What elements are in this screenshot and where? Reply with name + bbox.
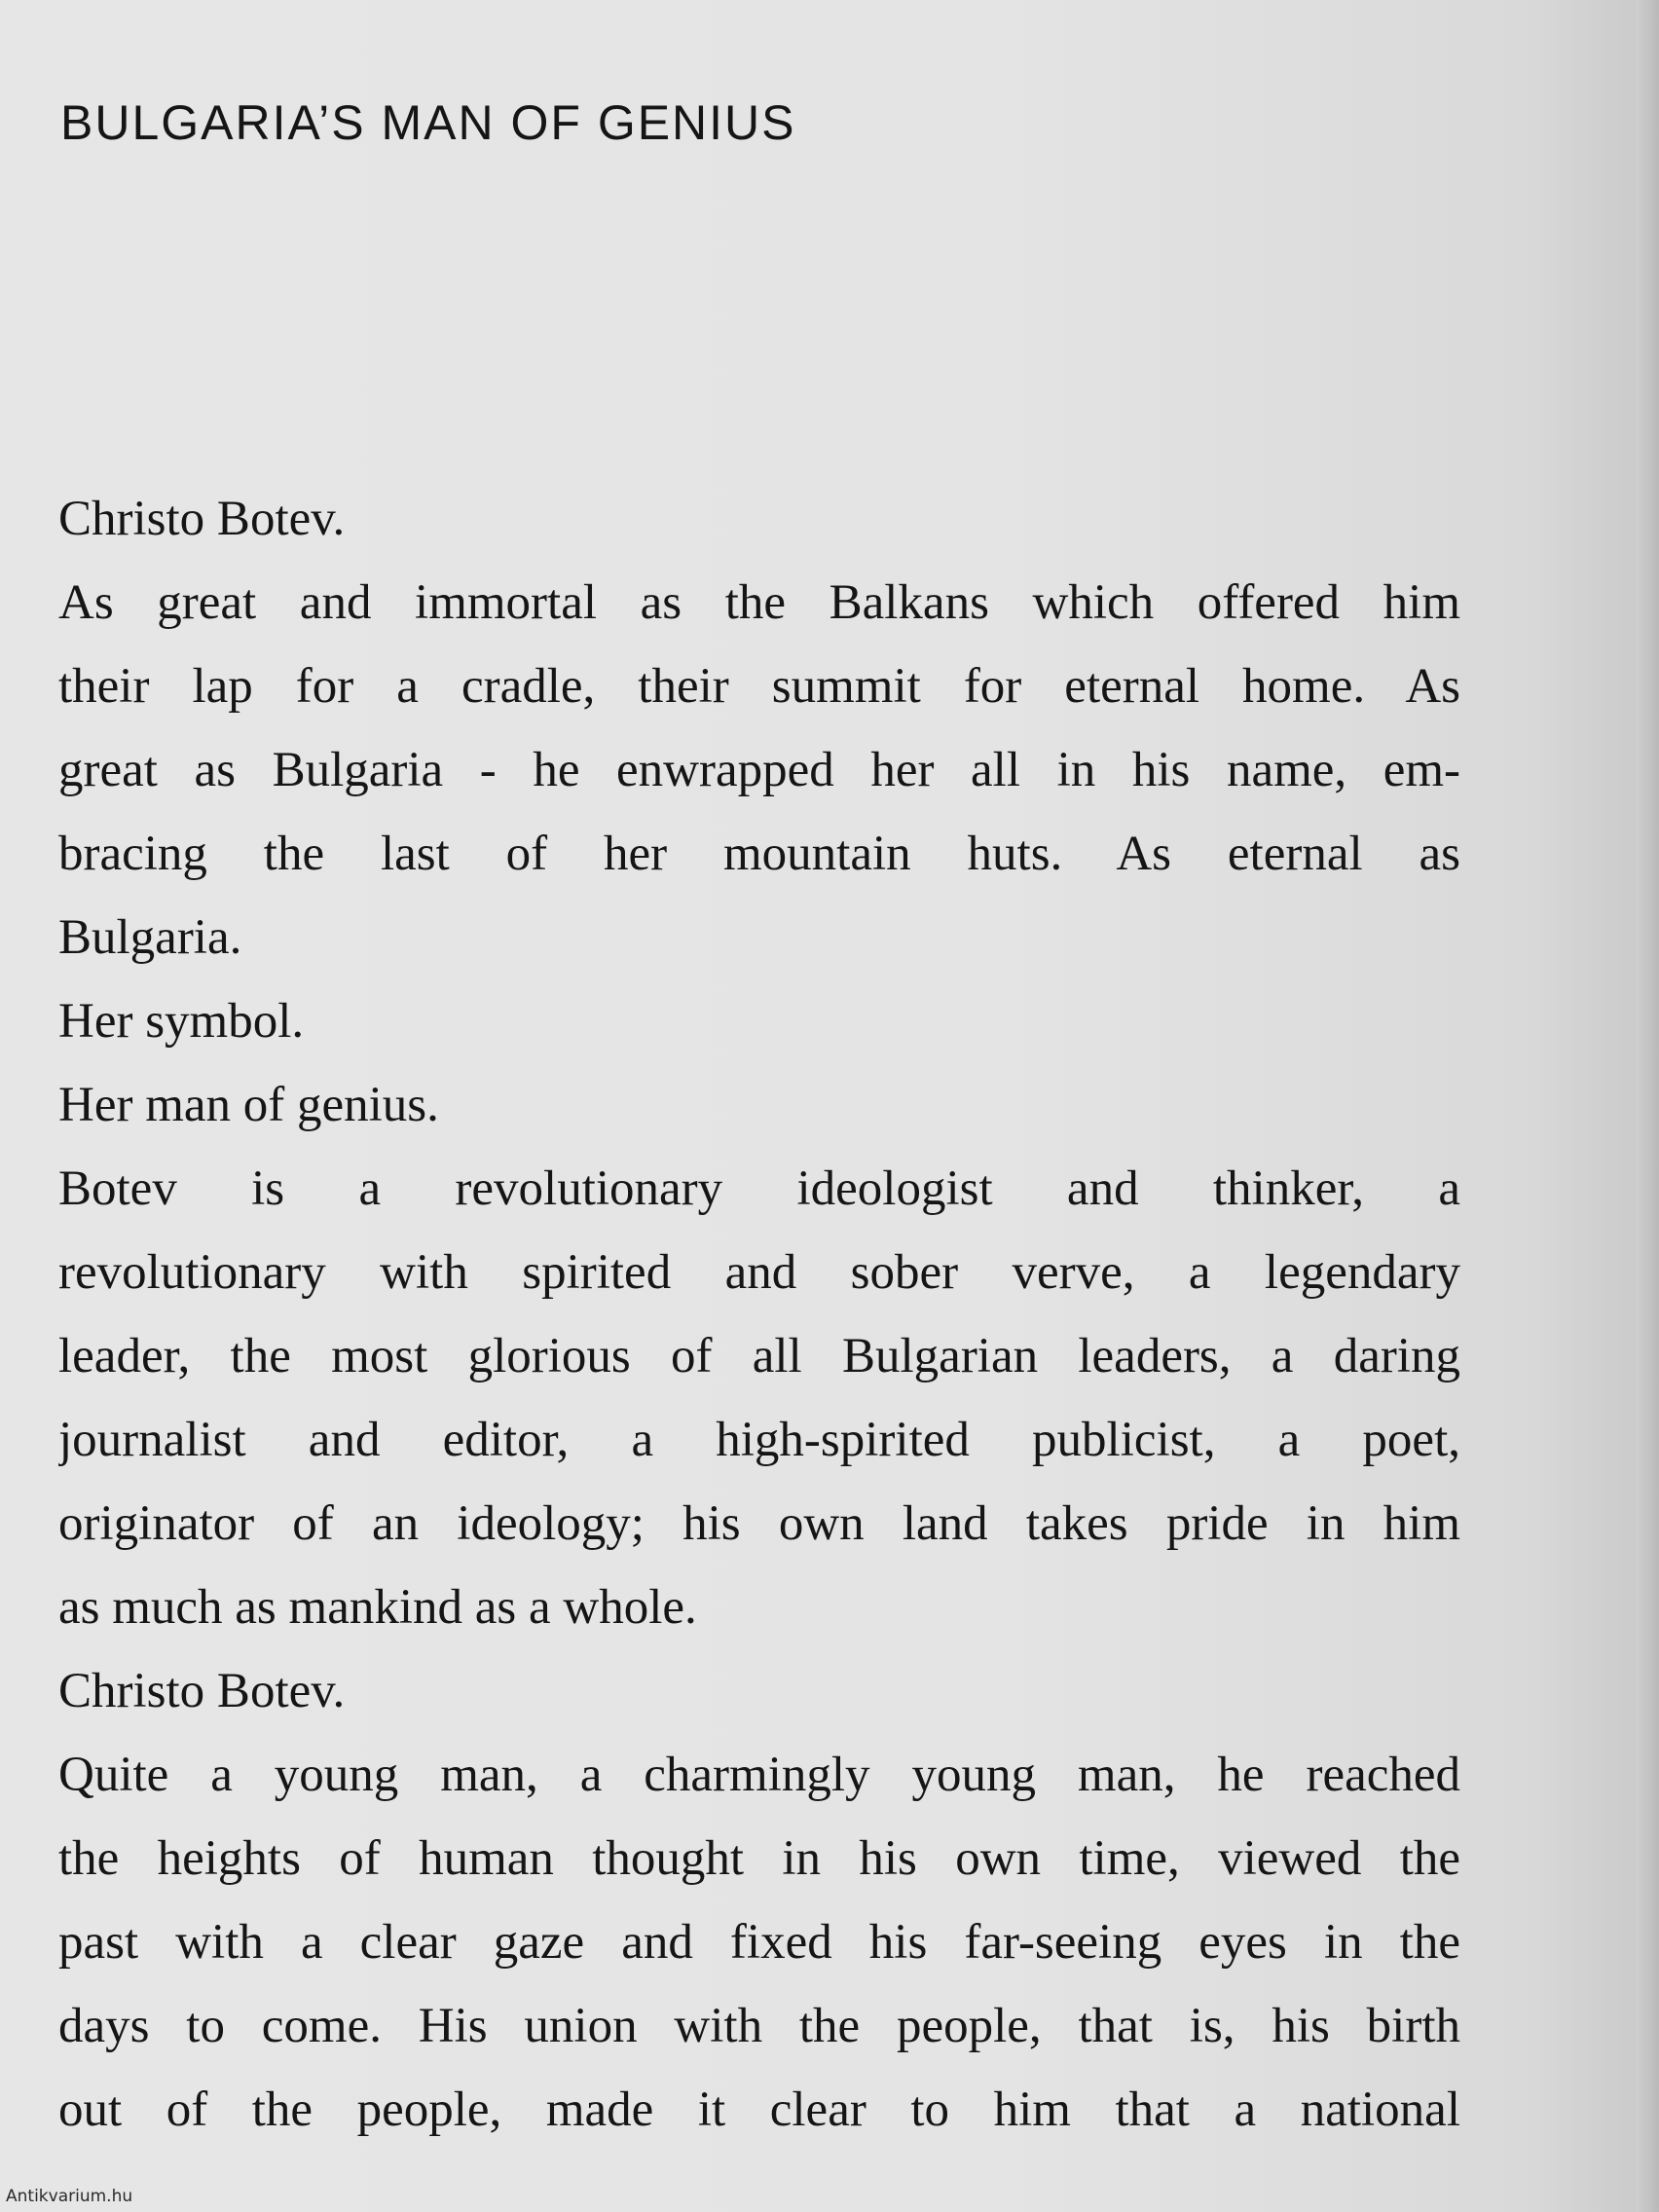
text-line: Christo Botev. [58, 1664, 346, 1718]
chapter-title: BULGARIA’S MAN OF GENIUS [60, 95, 796, 150]
text-line: Her man of genius. [58, 1078, 439, 1132]
text-line: past with a clear gaze and fixed his far-seeing eyes in the [58, 1915, 1460, 1970]
text-line: leader, the most glorious of all Bulgarian leaders, a daring [58, 1329, 1460, 1383]
text-line: as much as mankind as a whole. [58, 1580, 697, 1635]
text-line: the heights of human thought in his own time, viewed the [58, 1831, 1460, 1886]
watermark: Antikvarium.hu [6, 2187, 133, 2206]
text-line: their lap for a cradle, their summit for eternal home. As [58, 659, 1460, 714]
text-line: great as Bulgaria - he enwrapped her all in his name, em- [58, 743, 1460, 797]
text-line: bracing the last of her mountain huts. As eternal as [58, 827, 1460, 881]
text-line: out of the people, made it clear to him that a national [58, 2083, 1460, 2137]
text-line: Quite a young man, a charmingly young man, he reached [58, 1748, 1460, 1802]
text-line: Her symbol. [58, 994, 305, 1049]
text-line: originator of an ideology; his own land takes pride in him [58, 1496, 1460, 1551]
text-line: journalist and editor, a high-spirited publicist, a poet, [58, 1413, 1460, 1467]
body-text [58, 477, 1460, 2152]
text-line: Botev is a revolutionary ideologist and thinker, a [58, 1161, 1460, 1216]
text-line: Bulgaria. [58, 910, 242, 965]
page-content [58, 70, 1460, 2152]
text-line: days to come. His union with the people, that is, his birth [58, 1999, 1460, 2053]
text-line: Christo Botev. [58, 492, 346, 546]
text-line: As great and immortal as the Balkans which offered him [58, 575, 1460, 630]
text-line: revolutionary with spirited and sober verve, a legendary [58, 1245, 1460, 1300]
page-edge [1636, 0, 1659, 2212]
